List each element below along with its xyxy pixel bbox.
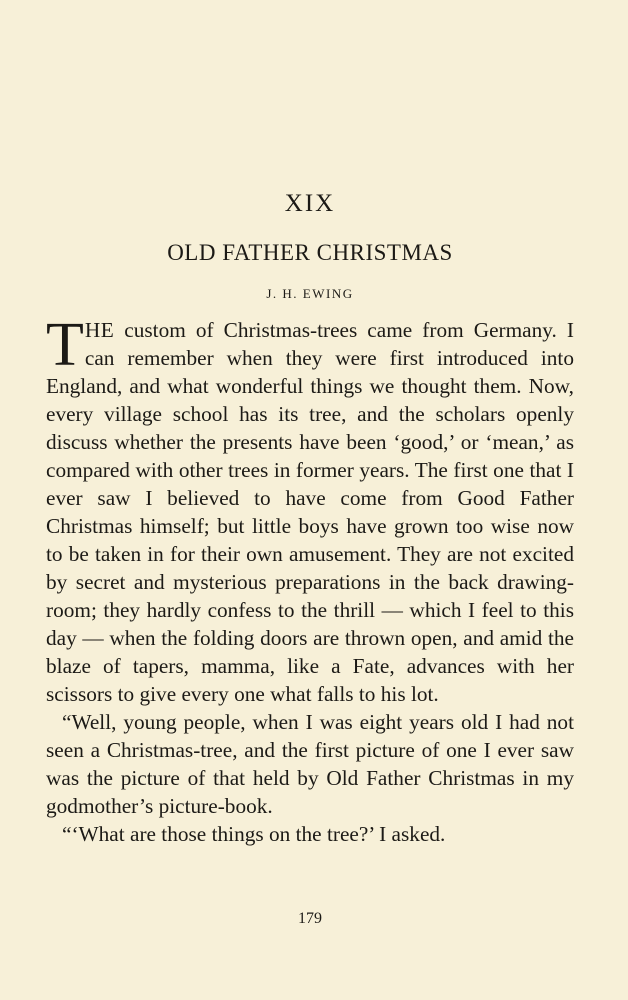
paragraph-3: “‘What are those things on the tree?’ I asked. — [62, 822, 446, 846]
body-text — [46, 311, 574, 848]
paragraph-2: “Well, young people, when I was eight years old I had not seen a Christmas-tree, and the first picture of one I ever saw was the picture of that held by Old Father Christmas in my godmother’s picture-book. — [46, 710, 574, 818]
chapter-title: OLD FATHER CHRISTMAS — [167, 240, 453, 265]
drop-cap-continuation: HE — [84, 318, 115, 342]
chapter-author: J. H. EWING — [266, 286, 354, 301]
paragraph-1-text: custom of Christmas-trees came from Germany. I can remember when they were first introduced into England, and what wonderful things we thought them. Now, every village school has its tree, and the scholars openly discuss whether the presents have been ‘good,’ or ‘mean,’ as compared with other trees in former years. The first one that I ever saw I believed to have come from Good Father Christmas himself; but little boys have grown too wise now to be taken in for their own amusement. They are not excited by secret and mysterious preparations in the back drawing-room; they hardly confess to the thrill — which I feel to this day — when the folding doors are thrown open, and amid the blaze of tapers, mamma, like a Fate, advances with her scissors to give every one what falls to his lot. — [46, 318, 574, 706]
chapter-number: XIX — [284, 190, 336, 217]
page-number: 179 — [298, 910, 322, 927]
paragraph-1 — [46, 311, 574, 708]
drop-cap: T — [46, 311, 84, 379]
